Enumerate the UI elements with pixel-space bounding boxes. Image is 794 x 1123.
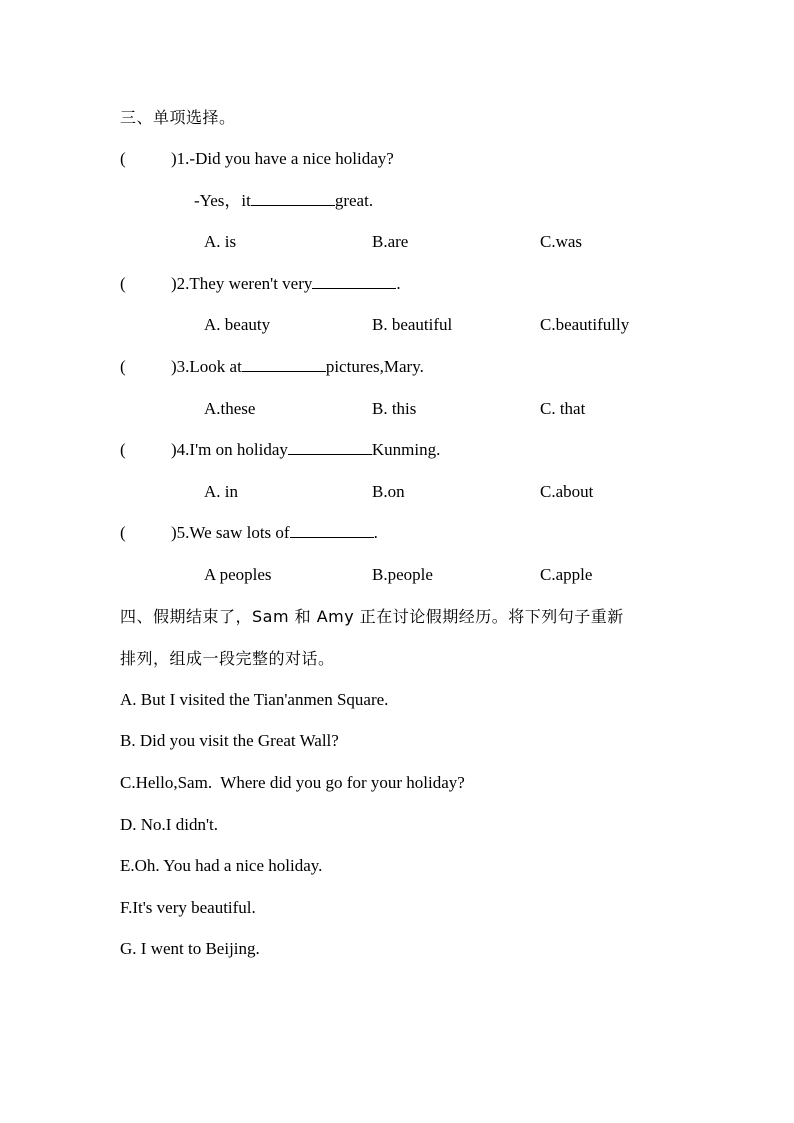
answer-blank [251, 191, 335, 206]
option-b: B.on [372, 482, 405, 501]
answer-paren-open: ( [120, 274, 126, 293]
question-text: -Did you have a nice holiday? [189, 149, 394, 168]
answer-paren-open: ( [120, 440, 126, 459]
answer-paren-open: ( [120, 357, 126, 376]
dialogue-sentence-g: G. I went to Beijing. [120, 939, 260, 958]
question-text-post: . [373, 523, 378, 542]
section-3-heading: 三、单项选择。 [120, 108, 236, 127]
option-b: B.people [372, 565, 433, 584]
answer-blank [312, 274, 396, 289]
answer-paren-open: ( [120, 149, 126, 168]
question-5-stem [171, 522, 378, 544]
question-text-post: pictures,Mary. [325, 357, 424, 376]
option-c: C.was [540, 232, 583, 251]
answer-blank [242, 357, 326, 372]
option-c: C.beautifully [540, 315, 630, 334]
question-number: 5. [176, 523, 190, 542]
response-pre: -Yes，it [194, 191, 251, 210]
question-number: 1. [176, 149, 190, 168]
option-a: A. is [204, 232, 237, 251]
option-a: A.these [204, 399, 256, 418]
section-4-heading-line-2: 排列，组成一段完整的对话。 [120, 649, 335, 668]
question-3-stem [171, 356, 424, 378]
question-number: 4. [176, 440, 190, 459]
question-text: They weren't very [189, 274, 313, 293]
option-a: A. in [204, 482, 238, 501]
question-2-stem [171, 273, 401, 295]
option-a: A. beauty [204, 315, 271, 334]
option-c: C.apple [540, 565, 593, 584]
answer-paren-close: ) [171, 523, 177, 542]
answer-paren-close: ) [171, 440, 177, 459]
dialogue-sentence-d: D. No.I didn't. [120, 815, 218, 834]
question-text-post: Kunming. [371, 440, 441, 459]
option-c: C. that [540, 399, 586, 418]
question-number: 2. [176, 274, 190, 293]
question-text: I'm on holiday [189, 440, 288, 459]
answer-paren-close: ) [171, 357, 177, 376]
answer-paren-close: ) [171, 149, 177, 168]
question-text-post: . [396, 274, 401, 293]
option-c: C.about [540, 482, 594, 501]
option-b: B. beautiful [372, 315, 453, 334]
option-a: A peoples [204, 565, 272, 584]
response-post: great. [334, 191, 374, 210]
dialogue-sentence-e: E.Oh. You had a nice holiday. [120, 856, 323, 875]
option-b: B. this [372, 399, 417, 418]
question-text: We saw lots of [189, 523, 290, 542]
question-number: 3. [176, 357, 190, 376]
dialogue-sentence-a: A. But I visited the Tian'anmen Square. [120, 690, 389, 709]
question-text: Look at [189, 357, 242, 376]
question-1-stem [171, 148, 394, 170]
dialogue-sentence-f: F.It's very beautiful. [120, 898, 256, 917]
question-4-stem [171, 439, 440, 461]
answer-paren-open: ( [120, 523, 126, 542]
answer-paren-close: ) [171, 274, 177, 293]
section-4-heading-line-1: 四、假期结束了，Sam 和 Amy 正在讨论假期经历。将下列句子重新 [120, 607, 624, 626]
answer-blank [290, 523, 374, 538]
dialogue-sentence-b: B. Did you visit the Great Wall? [120, 731, 339, 750]
dialogue-sentence-c: C.Hello,Sam. Where did you go for your holiday? [120, 773, 465, 792]
answer-blank [288, 440, 372, 455]
option-b: B.are [372, 232, 409, 251]
question-1-response [194, 190, 373, 212]
